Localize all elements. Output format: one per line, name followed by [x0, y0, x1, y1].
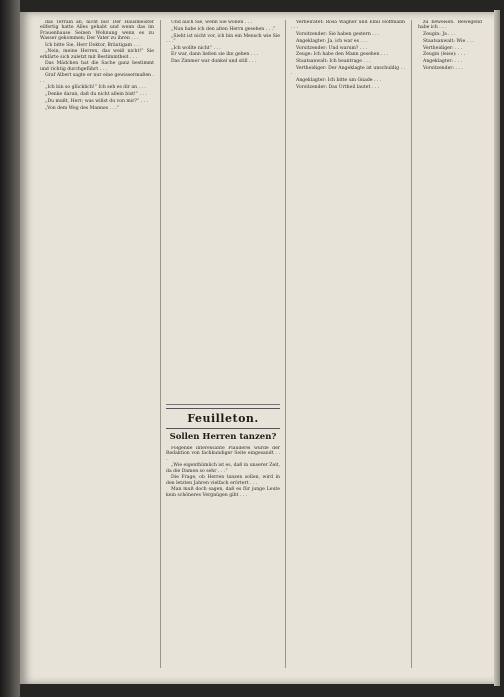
paragraph: „Von dem Weg des Mannes . . .“	[45, 105, 120, 111]
paragraph: Angeklagter: Ich bitte um Gnade . . .	[296, 77, 382, 83]
text-column-2	[166, 20, 280, 402]
paragraph: „Ich wollte nicht“ . . .	[171, 45, 221, 51]
paragraph: Staatsanwalt: Wie . . .	[423, 38, 474, 44]
paragraph: Ich bitte Sie, Herr Doktor, Bräutigam . . .	[45, 42, 141, 48]
book-binding	[0, 0, 20, 697]
paragraph: Angeklagter: . . .	[423, 59, 462, 64]
header-rule	[166, 428, 280, 429]
column-rule	[160, 20, 161, 668]
paragraph: Das Zimmer war dunkel und still . . .	[171, 59, 257, 64]
text-column-1	[40, 20, 154, 668]
paragraph: Vorsitzender: Sie haben gestern . . .	[296, 32, 380, 37]
paragraph: „Ich bin so glücklich!“ Ich seh es dir an . . .	[45, 85, 146, 91]
column-rule	[285, 20, 286, 668]
paragraph: Vertheidiger: Der Angeklagte ist unschuldig . . .	[291, 65, 405, 76]
feuilleton-body	[166, 446, 280, 668]
section-rule	[166, 404, 280, 405]
column-rule	[411, 20, 412, 668]
feuilleton-header	[166, 408, 280, 429]
paragraph: Vertheidiger: . . .	[423, 45, 463, 51]
paragraph: „Sieht ist nicht vor, ich bin ein Mensch wie Sie . . .“	[166, 33, 280, 44]
paragraph: Verheiratet: Rosa Wagner und Emil Hoffmann . . .	[291, 20, 405, 31]
paragraph: Vorsitzender: Das Urtheil lautet . . .	[296, 84, 380, 90]
paragraph: Vorsitzender: Und warum? . . .	[296, 45, 368, 51]
paragraph: Man muß doch sagen, daß es für junge Leute kein schöneres Vergnügen gibt . . .	[166, 487, 280, 498]
paragraph: „Denke daran, daß du nicht allein bist!“ . . .	[45, 92, 147, 97]
paragraph: Zeugin: Ja . . .	[423, 32, 456, 37]
text-column-3	[291, 20, 405, 668]
feuilleton-title: Feuilleton.	[187, 412, 259, 425]
paragraph: Er war, dann ließen sie ihn gehen . . .	[171, 52, 259, 58]
paragraph: das Terrain ab, nicht bis! Der Hausmeister eilfertig hatte Alles gehabt und wenn das im Frauenhause Seinen Wohnung wenn es zu Wasser gekommen; Der Vater zu ihren . . .	[40, 20, 154, 41]
paragraph: „Du mußt, Herr; was willst du von mir?“ . . .	[45, 98, 148, 104]
paragraph: Und auch Sie, wenn Sie wollen . . .	[171, 20, 253, 25]
paragraph: Das Mädchen hat die Sache ganz bestimmt und richtig durchgeführt . . .	[40, 61, 154, 72]
article-headline: Sollen Herren tanzen?	[169, 432, 277, 442]
paragraph: Vorsitzender: . . .	[423, 65, 463, 71]
paragraph: Zeugin (leise): . . .	[423, 52, 466, 58]
paragraph: „Wie eigenthümlich ist es, daß in unserer Zeit, da die Damen so sehr . . .“	[166, 463, 280, 474]
paragraph: zu beweisen. Bewegend habe ich . . .	[418, 20, 482, 31]
paragraph: Zeuge: Ich habe den Mann gesehen . . .	[296, 52, 389, 58]
header-rule	[166, 408, 280, 409]
paragraph: Staatsanwalt: Ich beantrage . . .	[296, 59, 371, 64]
paragraph: Folgende interessante Plauderei wurde der Redaktion von fachkundiger Seite eingesandt . . .	[166, 446, 280, 462]
paragraph: Graf Albert sagte er nur eine gewissermaßen . . .	[40, 73, 154, 84]
paragraph: „Nein, meine Herren, das weiß nicht!“ Sie erklärte sich zuletzt mit Bestimmtheit . . .	[40, 49, 154, 60]
paragraph: Angeklagter: Ja, ich war es . . .	[296, 38, 368, 44]
paragraph: Die Frage, ob Herren tanzen sollen, wird in den letzten Jahren vielfach erörtert . . .	[166, 475, 280, 486]
page-edge	[494, 10, 500, 686]
text-column-4	[418, 20, 482, 668]
paragraph: „Nun habe ich den alten Herrn gesehen . . .“	[171, 26, 276, 32]
